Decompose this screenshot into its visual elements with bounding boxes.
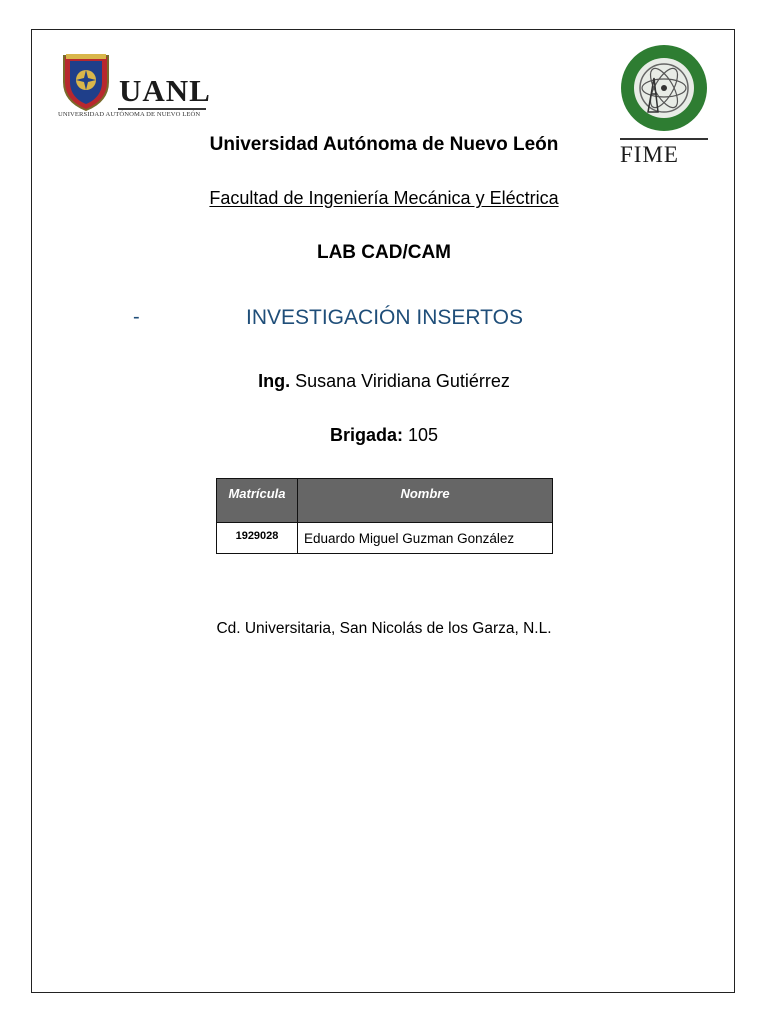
- column-header-matricula: Matrícula: [217, 479, 298, 523]
- course-title: LAB CAD/CAM: [316, 242, 452, 263]
- faculty-title: [0, 188, 768, 209]
- university-title: Universidad Autónoma de Nuevo León: [209, 134, 559, 155]
- brigade-line: [0, 425, 768, 446]
- location-line: Cd. Universitaria, San Nicolás de los Garza, N.L.: [216, 620, 552, 637]
- teacher-name: Susana Viridiana Gutiérrez: [295, 371, 510, 391]
- student-name-cell: Eduardo Miguel Guzman González: [298, 523, 553, 554]
- faculty-title-text: Facultad de Ingeniería Mecánica y Eléctrica: [209, 188, 559, 208]
- brigade-label: Brigada:: [329, 425, 403, 445]
- uanl-divider: [118, 108, 206, 110]
- uanl-logo: [56, 52, 212, 122]
- assignment-title: INVESTIGACIÓN INSERTOS: [246, 306, 523, 329]
- table-row: [217, 523, 553, 554]
- fime-seal-icon: [614, 44, 714, 136]
- column-header-nombre: Nombre: [298, 479, 553, 523]
- uanl-subtitle: UNIVERSIDAD AUTÓNOMA DE NUEVO LEÓN: [58, 111, 201, 118]
- fime-wordmark: FIME: [620, 142, 679, 167]
- uanl-wordmark: UANL: [119, 73, 211, 108]
- teacher-line: [0, 371, 768, 392]
- brigade-value: 105: [407, 425, 439, 445]
- table-header-row: [217, 479, 553, 523]
- uanl-shield-icon: [56, 52, 116, 112]
- list-dash: -: [133, 306, 140, 328]
- roster-table: [216, 478, 553, 554]
- teacher-label: Ing.: [258, 371, 291, 391]
- student-id-cell: 1929028: [217, 523, 298, 554]
